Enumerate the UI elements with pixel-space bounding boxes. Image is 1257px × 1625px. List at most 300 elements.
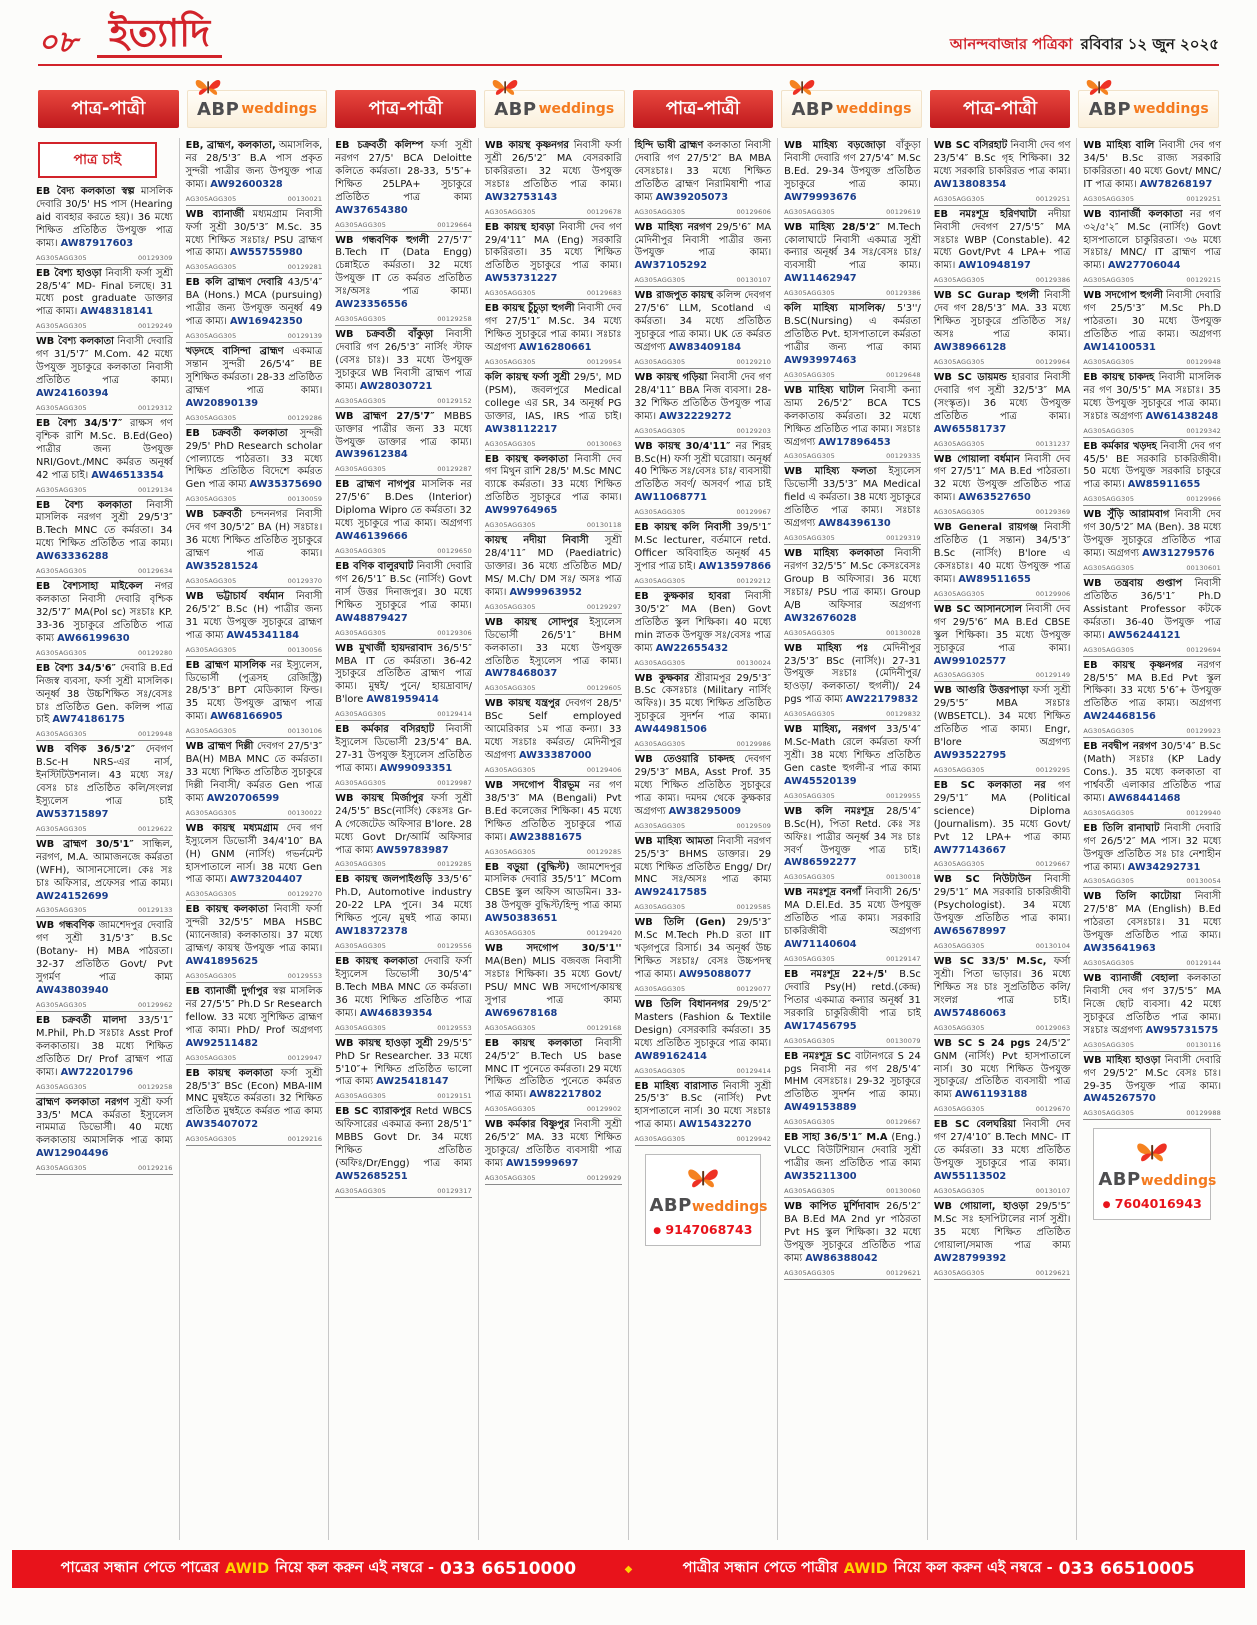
- ad-lead: WB আগুরি উত্তরপাড়া: [933, 685, 1029, 697]
- ad-ref: AG305AGG305: [634, 357, 686, 366]
- ad-ref: AG305AGG305: [335, 710, 387, 719]
- ad-lead: WB ব্রাহ্মণ 27/5'7″: [335, 410, 435, 422]
- ad-serial: 00129553: [437, 1023, 472, 1032]
- ad-serial: 00129406: [586, 765, 622, 774]
- ad-ref: AG305AGG305: [933, 1186, 985, 1195]
- ad-serial: 00129964: [1035, 357, 1071, 366]
- ad-ref: AG305AGG305: [784, 791, 835, 800]
- ad-text: [934, 956, 1071, 1021]
- ad-text: [335, 1106, 472, 1184]
- ad-meta: [335, 314, 472, 326]
- ad-awid: AW28030721: [359, 380, 433, 392]
- ad-lead: WB কায়স্থ মধ্যমগ্রাম: [185, 822, 279, 834]
- ad-awid: AW92600328: [210, 178, 283, 190]
- ad-text: [1083, 891, 1221, 956]
- ad-text: [635, 372, 772, 424]
- ad-ref: AG305AGG305: [335, 860, 387, 869]
- ad-lead: EB নমঃশূদ্র SC: [784, 1050, 851, 1062]
- classified-ad: [1083, 741, 1221, 820]
- ad-ref: AG305AGG305: [1083, 645, 1135, 654]
- ad-serial: 00130056: [287, 645, 323, 654]
- classified-ad: [485, 698, 622, 777]
- ad-body: কলকাতা নিবাসী দেবারি গণ 27/5'2″ BA MBA বেসঃচাঃ। 33 মধ্যে শিক্ষিত প্রতিষ্ঠিত ব্রাহ্মণ নিরামিষাশী পাত্র কাম্য: [634, 140, 772, 203]
- ad-lead: EB বণিক বালুরঘাট: [335, 560, 414, 572]
- classified-ad: [36, 663, 173, 742]
- ad-body: নিবাসী দেব গণ 28/4'11″ BBA নিজ ব্যবসা। 28-32 শিক্ষিত প্রতিষ্ঠিত উপযুক্ত পাত্র কাম্য।: [634, 371, 772, 422]
- ad-meta: [635, 275, 772, 287]
- ad-meta: [784, 370, 921, 382]
- ad-ref: AG305AGG305: [185, 972, 237, 981]
- ad-meta: [335, 396, 472, 408]
- ad-text: [784, 969, 921, 1034]
- ad-meta: [186, 808, 323, 820]
- ad-meta: [635, 1066, 772, 1078]
- classified-ad: [934, 604, 1071, 683]
- ad-lead: WB SC S 24 pgs: [933, 1037, 1031, 1049]
- ad-lead: EB SC ব্যারাকপুর: [335, 1106, 412, 1118]
- ad-body: নিবাসী 24/5'2″ B.Tech US base MNC IT পুনেতে কর্মরতা। 29 মধ্যে শিক্ষিত প্রতিষ্ঠিত পুনেতে কর্মরত পাত্র কাম্য।: [484, 1037, 622, 1101]
- ad-text: [186, 823, 323, 888]
- butterfly-icon: [1084, 76, 1114, 100]
- ad-serial: 00129370: [287, 576, 323, 585]
- hotline-number: 9147068743: [665, 1222, 753, 1238]
- ad-serial: 00129216: [287, 1135, 323, 1144]
- ad-ref: AG305AGG305: [484, 1105, 536, 1114]
- ad-ref: AG305AGG305: [933, 276, 985, 285]
- ad-serial: 00129203: [736, 426, 772, 435]
- ad-ref: AG305AGG305: [36, 403, 87, 412]
- ad-awid: AW27706044: [1107, 260, 1181, 272]
- classified-ad: [186, 823, 323, 902]
- ad-meta: [186, 889, 323, 901]
- ad-body: সুশ্রী 28/4'11″ MD (Paediatric) ডাক্তার। 36 মধ্যে প্রতিষ্ঠিত MD/ MS/ M.Ch/ DM সঃ/ অসঃ পাত্র কাম্য।: [484, 535, 622, 598]
- abp-logo-abp: ABP: [791, 98, 834, 120]
- ad-awid: AW43803940: [36, 985, 109, 997]
- ad-serial: 00129077: [736, 984, 772, 993]
- ad-text: [934, 454, 1071, 506]
- classified-ad: [784, 724, 921, 803]
- ad-body: নর শিরহ B.Sc(H) ফর্সা সুশ্রী ঘরোয়া। অনূর্ধ্ব 40 শিক্ষিত সঃ/বেসঃ চাঃ/ ব্যবসায়ী প্রতিষ্ঠিত সবর্ণ/ অসবর্ণ পাত্র চাই: [634, 440, 772, 491]
- ad-awid: AW61193188: [954, 1089, 1028, 1101]
- ad-lead: EB কায়স্থ কলি নিবাসী: [634, 522, 732, 534]
- ad-serial: 00129986: [736, 740, 772, 749]
- ad-awid: AW86388042: [805, 1252, 878, 1264]
- ad-text: [784, 1051, 921, 1116]
- ad-lead: WB মাহিষ্য ফলতা: [784, 466, 877, 478]
- ad-lead: EB SC বেলঘরিয়া: [933, 1119, 1016, 1131]
- classified-ad: [335, 561, 472, 640]
- ad-awid: AW37105292: [634, 260, 707, 272]
- classified-ad: [36, 1015, 173, 1094]
- ad-ref: AG305AGG305: [933, 1268, 985, 1277]
- classified-ad: [1083, 823, 1221, 889]
- ad-ref: AG305AGG305: [784, 1036, 835, 1045]
- ad-ref: AG305AGG305: [185, 576, 237, 585]
- ad-column: [778, 138, 928, 1540]
- abp-logo-weddings: weddings: [1133, 101, 1209, 117]
- ad-serial: 00129270: [287, 890, 323, 899]
- ad-ref: AG305AGG305: [933, 1105, 985, 1114]
- columns: [30, 138, 1227, 1540]
- ad-meta: [934, 670, 1071, 682]
- ad-ref: AG305AGG305: [185, 727, 237, 736]
- ad-serial: 00129251: [1186, 194, 1221, 203]
- ad-meta: [934, 765, 1071, 777]
- ad-lead: WB মাহিষ্য বালি: [1083, 140, 1155, 151]
- ad-lead: WB রাজপুত কায়স্থ: [634, 290, 713, 302]
- ad-meta: [934, 194, 1071, 206]
- ad-awid: AW99093351: [379, 762, 453, 774]
- ad-serial: 00129988: [1186, 1109, 1221, 1118]
- classified-ad: [934, 372, 1071, 451]
- ad-ref: AG305AGG305: [933, 942, 985, 951]
- footer-left-pre: পাত্রের সন্ধান পেতে পাত্রের: [60, 1560, 220, 1576]
- ad-lead: EB বৈশ্য 34/5'6″: [36, 662, 116, 674]
- ad-text: [934, 209, 1071, 274]
- ad-serial: 00129251: [1035, 194, 1071, 203]
- ad-serial: 00129306: [437, 628, 472, 637]
- ad-serial: 00129622: [137, 824, 173, 833]
- ad-awid: AW50383651: [484, 913, 558, 925]
- ad-meta: [635, 902, 772, 914]
- ad-body: নিবাসী মাসলিক নর গণ 30/5'5″ MA সঃচাঃ। 35 মধ্যে উপযুক্ত সুচাকুরে পাত্র কাম্য। সঃচাঃ অগ্রগণ্য: [1083, 371, 1221, 422]
- ad-text: [784, 222, 921, 287]
- ad-lead: WB তিলি কাটোয়া: [1083, 891, 1181, 903]
- ad-ref: AG305AGG305: [484, 289, 536, 298]
- ad-awid: AW45341184: [226, 629, 300, 641]
- ad-text: [1083, 741, 1221, 806]
- hotline: [1098, 1196, 1206, 1211]
- classified-ad: [934, 522, 1071, 601]
- ad-ref: AG305AGG305: [634, 658, 686, 667]
- ad-awid: AW41895625: [185, 956, 259, 968]
- ad-lead: খড়দহে বাসিন্দা ব্রাহ্মণ: [185, 346, 284, 358]
- ad-text: [36, 268, 173, 320]
- ad-body: দেবগণ B.Sc-H NRS-এর নার্স, ইনস্টিটিউশনাল। 43 মধ্যে সঃ/বেসঃ চাঃ প্রতিষ্ঠিত কলি/সংলগ্ন ইস্যুলেস পাত্র চাই: [36, 744, 173, 808]
- ad-awid: AW32229272: [659, 410, 732, 422]
- ad-body: 29/5'5″ M.Sc সঃ হসপিটালের নার্স সুশ্রী। 35 মধ্যে শিক্ষিত প্রতিষ্ঠিত গোয়ালা/সমাজ পাত্র কাম্য: [933, 1200, 1071, 1251]
- ad-body: 33/5'6″ Ph.D, Automotive industry 20-22 LPA পুনে। 34 মধ্যে শিক্ষিত পুনে/ মুম্বই পাত্র কাম্য।: [335, 874, 472, 925]
- ad-body: নিবাসী দেবারি গণ 31/5'7″ M.Com. 42 মধ্যে উপযুক্ত সুচাকুরে কলকাতা নিবাসী প্রতিষ্ঠিত পাত্র কাম্য।: [36, 336, 173, 387]
- header-band: [38, 90, 1219, 128]
- ad-meta: [934, 941, 1071, 953]
- ad-ref: AG305AGG305: [784, 628, 835, 637]
- ad-lead: WB তেওয়ারি চাকদহ: [634, 754, 735, 766]
- ad-meta: [485, 683, 622, 695]
- ad-awid: AW45267570: [1083, 1093, 1156, 1105]
- classified-ad: [335, 140, 472, 232]
- ad-ref: AG305AGG305: [784, 1268, 835, 1277]
- ad-text: [934, 1201, 1071, 1266]
- ad-awid: AW92417585: [634, 887, 707, 899]
- ad-awid: AW13808354: [933, 178, 1007, 190]
- classified-ad: [934, 209, 1071, 288]
- band-logo-cell: [187, 90, 328, 128]
- ad-body: চন্দননগর নিবাসী দেব গণ 30/5'2″ BA (H) সঃচাঃ। 36 মধ্যে শিক্ষিত প্রতিষ্ঠিত সুচাকুরে ব্রাহ্মণ পাত্র কাম্য।: [185, 509, 323, 560]
- ad-lead: WB SC ডায়মন্ড: [933, 371, 1007, 383]
- band-logo-cell: [484, 90, 625, 128]
- ad-meta: [36, 1163, 173, 1175]
- classified-ad: [186, 209, 323, 275]
- ad-meta: [635, 507, 772, 519]
- classified-ad: [485, 780, 622, 859]
- classified-ad: [635, 999, 772, 1078]
- ad-meta: [186, 262, 323, 274]
- ad-meta: [485, 439, 622, 451]
- ad-body: নিবাসী প্রতিষ্ঠিত 36/5'1″ Ph.D Assistant Professor কটকে কর্মরতা। 36-40 উপযুক্ত পাত্র কাম্য।: [1083, 577, 1221, 641]
- ad-serial: 00129216: [137, 1164, 173, 1173]
- ad-awid: AW11068771: [634, 492, 707, 504]
- ad-awid: AW44981506: [634, 724, 707, 736]
- ad-body: নিবাসী 26/5' MA D.El.Ed. 35 মধ্যে উপযুক্ত প্রতিষ্ঠিত পাত্র কাম্য। সরকারি চাকরিজীবী অগ্রগণ্য: [784, 887, 921, 938]
- ad-awid: AW82217802: [529, 1089, 602, 1101]
- ad-text: [485, 140, 622, 205]
- ad-column: [629, 138, 779, 1540]
- ad-text: [635, 917, 772, 982]
- ad-serial: 00129650: [437, 546, 472, 555]
- abp-weddings-box: [645, 1154, 768, 1246]
- ad-body: বাটানগরে S 24 pgs নিবাসী নর গণ 28/5'4″ MHM বেসঃচাঃ। 29-32 সুচাকুরে প্রতিষ্ঠিত সুদর্শন পাত্র কাম্য।: [784, 1050, 921, 1101]
- ad-text: [186, 428, 323, 493]
- ad-meta: [934, 1023, 1071, 1035]
- ad-serial: 00129287: [437, 465, 472, 474]
- ad-lead: WB মুখার্জী হায়দরাবাদ: [335, 642, 432, 654]
- butterfly-icon: [787, 76, 817, 100]
- ad-serial: 00129386: [1035, 276, 1071, 285]
- ad-ref: AG305AGG305: [335, 778, 387, 787]
- ad-column: [479, 138, 629, 1540]
- classified-ad: [36, 186, 173, 265]
- ad-text: [784, 466, 921, 531]
- ad-meta: [335, 859, 472, 871]
- ad-body: নিবাসী নরগণ 25/5'3″ BHMS ডাক্তার। 29 মধ্যে শিক্ষিত প্রতিষ্ঠিত Engg/ Dr/ MNC সঃ/অসঃ পাত্র কাম্য: [634, 835, 772, 886]
- ad-serial: 00129133: [137, 906, 173, 915]
- ad-meta: [635, 207, 772, 219]
- ad-serial: 00129210: [736, 357, 772, 366]
- ad-serial: 00129285: [437, 860, 472, 869]
- ad-text: [335, 956, 472, 1021]
- ad-awid: AW78268197: [1139, 178, 1213, 190]
- ad-text: [1083, 1055, 1221, 1107]
- ad-lead: EB কর্মকার খড়দহ: [1083, 440, 1157, 452]
- ad-ref: AG305AGG305: [634, 508, 686, 517]
- ad-text: [784, 140, 921, 205]
- ad-serial: 00129258: [137, 1082, 173, 1091]
- ad-awid: AW99963952: [509, 586, 582, 598]
- ad-serial: 00129369: [1035, 508, 1071, 517]
- classified-ad: [1083, 140, 1221, 206]
- ad-lead: WB কায়স্থ সোদপুর: [484, 616, 579, 628]
- ad-lead: EB, ব্রাহ্মণ, কলকাতা,: [185, 140, 276, 151]
- ad-ref: AG305AGG305: [1083, 959, 1135, 968]
- ad-meta: [186, 331, 323, 343]
- ad-meta: [36, 321, 173, 333]
- footer-right-awid: AWID: [843, 1561, 888, 1577]
- ad-awid: AW53731227: [484, 273, 558, 285]
- ad-ref: AG305AGG305: [1083, 276, 1135, 285]
- classified-ad: [485, 222, 622, 301]
- ad-body: ফর্সা সুশ্রী নরগণ 27/5' BCA Deloitte কলিতে কর্মরতা। 28-33, 5'5″+ শিক্ষিত 25LPA+ সুচাকুরে প্রতিষ্ঠিত পাত্র কাম্য: [335, 140, 472, 203]
- classified-ad: [1083, 209, 1221, 288]
- ad-meta: [1083, 194, 1221, 206]
- abp-logo: [649, 1195, 768, 1217]
- ad-ref: AG305AGG305: [784, 710, 835, 719]
- ad-lead: WB মাহিষ্য আমতা: [634, 835, 714, 847]
- classified-ad: [36, 1097, 173, 1176]
- ad-awid: AW99102577: [933, 655, 1007, 667]
- ad-meta: [934, 275, 1071, 287]
- ad-serial: 00129152: [437, 396, 472, 405]
- ad-text: [36, 1097, 173, 1162]
- ad-body: নিবাসী নরগণ 32/5'5″ M.Sc কেসঃবেসঃ Group B অফিসার। 36 মধ্যে সঃচাঃ/ PSU পাত্র কাম্য। Group A/B অফিসার অগ্রগণ্য: [784, 548, 921, 611]
- ad-text: [635, 140, 772, 205]
- ad-text: [36, 418, 173, 483]
- ad-awid: AW59783987: [376, 844, 449, 856]
- classified-ad: [635, 1081, 772, 1147]
- classified-ad: [335, 235, 472, 327]
- classified-ad: [1083, 578, 1221, 657]
- abp-logo-abp: ABP: [1088, 98, 1132, 120]
- ad-body: নিবাসী 30/5'2″ MA (Ben) Govt প্রতিষ্ঠিত স্কুল শিক্ষিকা। 40 মধ্যে min স্নাতক উপযুক্ত সঃ/বেসঃ পাত্র কাম্য: [634, 590, 772, 654]
- ad-lead: EB বৈশ্য কলকাতা: [36, 499, 132, 511]
- ad-awid: AW38966128: [933, 341, 1007, 353]
- ad-ref: AG305AGG305: [1083, 808, 1135, 817]
- classified-ad: [186, 986, 323, 1065]
- ad-serial: 00131237: [1035, 439, 1071, 448]
- classified-ad: [1083, 1055, 1221, 1121]
- ad-awid: AW18372378: [335, 926, 408, 938]
- ad-serial: 00129955: [886, 791, 921, 800]
- ad-awid: AW15432270: [678, 1119, 752, 1131]
- ad-awid: AW73204407: [230, 874, 303, 886]
- ad-meta: [1083, 275, 1221, 287]
- ad-lead: EB সাহা 36/5'1″ M.A: [784, 1132, 888, 1144]
- ad-serial: 00130018: [886, 873, 921, 882]
- ad-body: M.Tech কোলাঘাটে নিবাসী একমাত্র সুশ্রী কন্যার অনূর্ধ্ব 34 সঃ/বেসঃ চাঃ/ ব্যবসায়ী পাত্র কাম্য।: [784, 221, 921, 272]
- ad-body: মাসলিক নর 27/5'6″ B.Des (Interior) Diploma Wipro তে কর্মরতা। 32 মধ্যে সুচাকুরে পাত্র কাম্য। অগ্রগণ্য: [335, 479, 472, 530]
- ad-meta: [186, 726, 323, 738]
- ad-meta: [635, 658, 772, 670]
- ad-awid: AW35407072: [185, 1119, 259, 1131]
- ad-awid: AW48318141: [80, 306, 153, 318]
- ad-text: [186, 986, 323, 1051]
- page-number: ০৮: [38, 25, 77, 60]
- ad-ref: AG305AGG305: [36, 1164, 87, 1173]
- classified-ad: [186, 904, 323, 983]
- ad-awid: AW12904496: [36, 1148, 109, 1160]
- ad-ref: AG305AGG305: [1083, 426, 1135, 435]
- ad-serial: 00129280: [137, 648, 173, 657]
- ad-lead: WB ব্যানার্জী কলকাতা: [1083, 208, 1183, 220]
- butterfly-icon: [685, 1165, 721, 1193]
- classified-ad: [635, 290, 772, 369]
- classified-ad: [335, 1106, 472, 1198]
- ad-lead: EB চক্রবর্তী মালদা: [36, 1015, 127, 1027]
- ad-ref: AG305AGG305: [484, 684, 536, 693]
- ad-ref: AG305AGG305: [933, 439, 985, 448]
- ad-body: ফর্সা সুশ্রী 28/5'3″ BSc (Econ) MBA-IIM MNC মুম্বইতে কর্মরতা। 32 শিক্ষিত প্রতিষ্ঠিত মুম্বইতে কর্মরত পাত্র কাম্য: [185, 1067, 323, 1118]
- ad-text: [784, 1201, 921, 1266]
- ad-serial: 00129285: [586, 847, 622, 856]
- ad-text: [36, 744, 173, 822]
- ad-lead: WB কলি নমঃশূদ্র: [784, 805, 874, 817]
- ad-ref: AG305AGG305: [36, 1082, 87, 1091]
- ad-ref: AG305AGG305: [185, 413, 237, 422]
- top-header: [38, 11, 1219, 66]
- ad-serial: 00129664: [437, 220, 472, 229]
- ad-text: [1083, 209, 1221, 274]
- ad-serial: 00129929: [586, 1174, 622, 1182]
- ad-text: [485, 617, 622, 682]
- ad-serial: 00129134: [137, 485, 173, 494]
- ad-ref: AG305AGG305: [335, 942, 387, 951]
- ad-column: [180, 138, 330, 1540]
- ad-meta: [784, 1186, 921, 1198]
- classified-ad: [186, 277, 323, 343]
- ad-body: সান্ধিল, নরগণ, M.A. আমাজনজে কর্মরতা (WFH), আসানসোলে। কেঃ সঃ চাঃ অফিসার, প্রফেসর পাত্র কাম্য।: [36, 838, 173, 889]
- classified-ad: [186, 346, 323, 425]
- ad-text: [934, 1038, 1071, 1103]
- ad-text: [485, 1119, 622, 1171]
- ad-ref: AG305AGG305: [933, 671, 985, 680]
- classified-ad: [635, 372, 772, 438]
- ad-ref: AG305AGG305: [784, 207, 835, 216]
- ad-awid: AW20706599: [206, 792, 280, 804]
- ad-lead: WB কুক্ষকার: [634, 672, 689, 684]
- ad-text: [784, 303, 921, 368]
- classified-ad: [335, 724, 472, 790]
- classified-ad: [186, 509, 323, 588]
- ad-ref: AG305AGG305: [634, 276, 686, 285]
- abp-logo-weddings: weddings: [538, 101, 615, 117]
- ad-serial: 00130021: [287, 194, 323, 203]
- ad-body: নিবাসী দেবারি গণ 29/5'2″ M.Sc বেসঃ চাঃ। 29-35 উপযুক্ত পাত্র কাম্য।: [1083, 1054, 1221, 1092]
- ad-ref: AG305AGG305: [36, 1001, 87, 1010]
- ad-awid: AW15999697: [505, 1158, 579, 1170]
- hotline-number: 7604016943: [1114, 1196, 1202, 1212]
- ad-ref: AG305AGG305: [784, 873, 835, 882]
- ad-meta: [934, 357, 1071, 369]
- ad-awid: AW79993676: [784, 191, 857, 203]
- ad-serial: 00129947: [287, 1053, 323, 1062]
- ad-ref: AG305AGG305: [36, 730, 87, 739]
- ad-ref: AG305AGG305: [185, 332, 237, 341]
- ad-awid: AW46139666: [335, 531, 408, 543]
- groom-wanted-box: [38, 142, 157, 178]
- band-category-cell: [38, 90, 179, 128]
- ad-ref: AG305AGG305: [335, 1186, 387, 1195]
- classified-ad: [186, 140, 323, 206]
- ad-text: [186, 509, 323, 574]
- ad-meta: [784, 207, 921, 219]
- ad-body: নিবাসী দেবারি গণ 26/5'2″ MA পাস। 32 মধ্যে উপযুক্ত প্রতিষ্ঠিত সঃ চাঃ নেশাহীন পাত্র কাম্য।: [1083, 822, 1221, 873]
- ad-body: দেবারি ফর্সা ইস্যুলেস ডিভোর্সী 30/5'4″ B.Tech MBA MNC তে কর্মরতা। 36 মধ্যে শিক্ষিত প্রতিষ্ঠিত পাত্র কাম্য।: [335, 956, 472, 1019]
- butterfly-icon: [490, 76, 520, 100]
- ad-serial: 00129832: [886, 710, 921, 719]
- ad-awid: AW86592277: [784, 857, 857, 869]
- ad-ref: AG305AGG305: [335, 220, 387, 229]
- ad-lead: EB কায়স্থ কলকাতা: [185, 904, 268, 916]
- ad-lead: WB মাহিষ্য বড়জোড়া: [784, 140, 886, 151]
- ad-serial: 00130601: [1186, 563, 1221, 572]
- band-category-label: পাত্র-পাত্রী: [368, 97, 443, 119]
- ad-ref: AG305AGG305: [185, 645, 237, 654]
- ad-ref: AG305AGG305: [484, 357, 536, 366]
- ad-serial: 00129621: [1035, 1268, 1071, 1277]
- ad-ref: AG305AGG305: [784, 452, 835, 461]
- ad-body: নরগণ 28/5'5″ MA B.Ed Pvt স্কুল শিক্ষিকা। 33 মধ্যে 5'6″+ উপযুক্ত প্রতিষ্ঠিত পাত্র কাম্য। অগ্রগণ্য: [1083, 659, 1221, 710]
- footer-left-phone: 033 66510000: [440, 1559, 577, 1579]
